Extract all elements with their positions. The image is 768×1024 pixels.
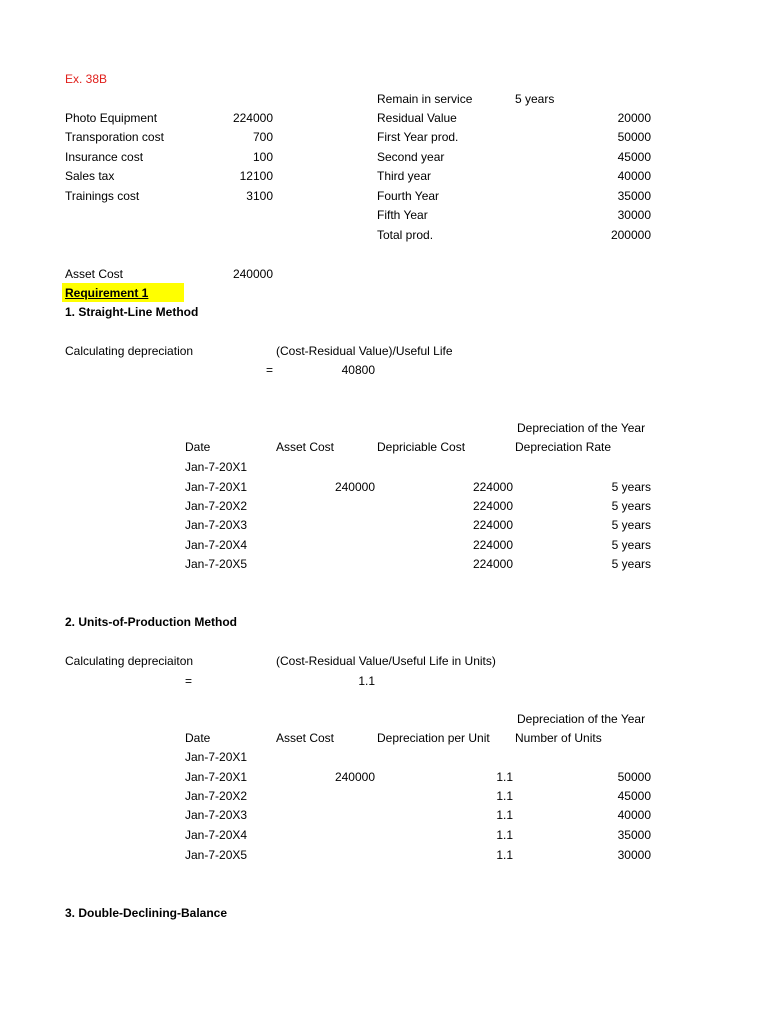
production-label: Fifth Year (377, 208, 428, 222)
service-value: 5 years (515, 92, 555, 106)
table-cell: Jan-7-20X1 (185, 460, 248, 474)
table-cell: Jan-7-20X5 (185, 848, 248, 862)
table-header: Number of Units (515, 731, 602, 745)
service-label: Remain in service (377, 92, 473, 106)
units-of-production-heading: 2. Units-of-Production Method (65, 615, 237, 629)
uop-result: 1.1 (358, 674, 375, 688)
table-header: Asset Cost (276, 440, 335, 454)
uop-equals: = (185, 674, 193, 688)
table-header: Depreciation per Unit (377, 731, 490, 745)
cost-value: 224000 (232, 111, 273, 125)
table-header: Date (185, 731, 211, 745)
table-cell: 224000 (472, 538, 513, 552)
sl-result: 40800 (341, 363, 375, 377)
table-header: Date (185, 440, 211, 454)
requirement-heading: Requirement 1 (65, 286, 149, 300)
production-value: 50000 (617, 130, 651, 144)
table-cell: 50000 (617, 770, 651, 784)
table-cell: 224000 (472, 480, 513, 494)
table-cell: 5 years (611, 557, 651, 571)
cost-label: Sales tax (65, 169, 115, 183)
uop-calc-label: Calculating depreciaiton (65, 654, 194, 668)
table-cell: 224000 (472, 557, 513, 571)
table-cell: 240000 (334, 770, 375, 784)
table-cell: 240000 (334, 480, 375, 494)
production-label: Total prod. (377, 228, 434, 242)
sl-equals: = (266, 363, 274, 377)
table-header: Depreciation Rate (515, 440, 612, 454)
production-label: Fourth Year (377, 189, 440, 203)
cost-value: 12100 (239, 169, 273, 183)
production-label: Third year (377, 169, 432, 183)
production-label: First Year prod. (377, 130, 459, 144)
table-cell: 1.1 (496, 770, 513, 784)
production-value: 20000 (617, 111, 651, 125)
production-value: 30000 (617, 208, 651, 222)
asset-cost-value: 240000 (232, 267, 273, 281)
cost-value: 100 (252, 150, 273, 164)
table-cell: 35000 (617, 828, 651, 842)
table-cell: 1.1 (496, 789, 513, 803)
table-cell: Jan-7-20X2 (185, 499, 248, 513)
production-value: 40000 (617, 169, 651, 183)
table-cell: 45000 (617, 789, 651, 803)
cost-label: Trainings cost (65, 189, 140, 203)
table-cell: 5 years (611, 518, 651, 532)
table-cell: Jan-7-20X4 (185, 828, 248, 842)
cost-label: Insurance cost (65, 150, 144, 164)
table-cell: 5 years (611, 538, 651, 552)
table-cell: 1.1 (496, 828, 513, 842)
table-cell: 5 years (611, 499, 651, 513)
table-cell: 40000 (617, 808, 651, 822)
table-cell: 1.1 (496, 808, 513, 822)
table-cell: 224000 (472, 499, 513, 513)
production-value: 200000 (610, 228, 651, 242)
sl-calc-label: Calculating depreciation (65, 344, 194, 358)
cost-value: 3100 (246, 189, 273, 203)
table-cell: Jan-7-20X1 (185, 770, 248, 784)
double-declining-heading: 3. Double-Declining-Balance (65, 906, 228, 920)
table-cell: 30000 (617, 848, 651, 862)
production-value: 45000 (617, 150, 651, 164)
table-cell: 1.1 (496, 848, 513, 862)
table-cell: Jan-7-20X3 (185, 808, 248, 822)
cost-value: 700 (252, 130, 273, 144)
table-cell: Jan-7-20X1 (185, 480, 248, 494)
table-cell: Jan-7-20X4 (185, 538, 248, 552)
cost-label: Photo Equipment (65, 111, 158, 125)
table-cell: Jan-7-20X3 (185, 518, 248, 532)
exercise-title: Ex. 38B (65, 72, 108, 86)
table-header: Asset Cost (276, 731, 335, 745)
straight-line-heading: 1. Straight-Line Method (65, 305, 199, 319)
production-label: Residual Value (377, 111, 457, 125)
asset-cost-label: Asset Cost (65, 267, 124, 281)
table-cell: Jan-7-20X1 (185, 750, 248, 764)
table-cell: 5 years (611, 480, 651, 494)
cost-label: Transporation cost (65, 130, 164, 144)
sl-top-header: Depreciation of the Year (517, 421, 646, 435)
production-value: 35000 (617, 189, 651, 203)
table-cell: 224000 (472, 518, 513, 532)
production-label: Second year (377, 150, 445, 164)
sl-formula: (Cost-Residual Value)/Useful Life (276, 344, 453, 358)
uop-top-header: Depreciation of the Year (517, 712, 646, 726)
table-header: Depriciable Cost (377, 440, 466, 454)
table-cell: Jan-7-20X2 (185, 789, 248, 803)
table-cell: Jan-7-20X5 (185, 557, 248, 571)
uop-formula: (Cost-Residual Value/Useful Life in Units) (276, 654, 496, 668)
